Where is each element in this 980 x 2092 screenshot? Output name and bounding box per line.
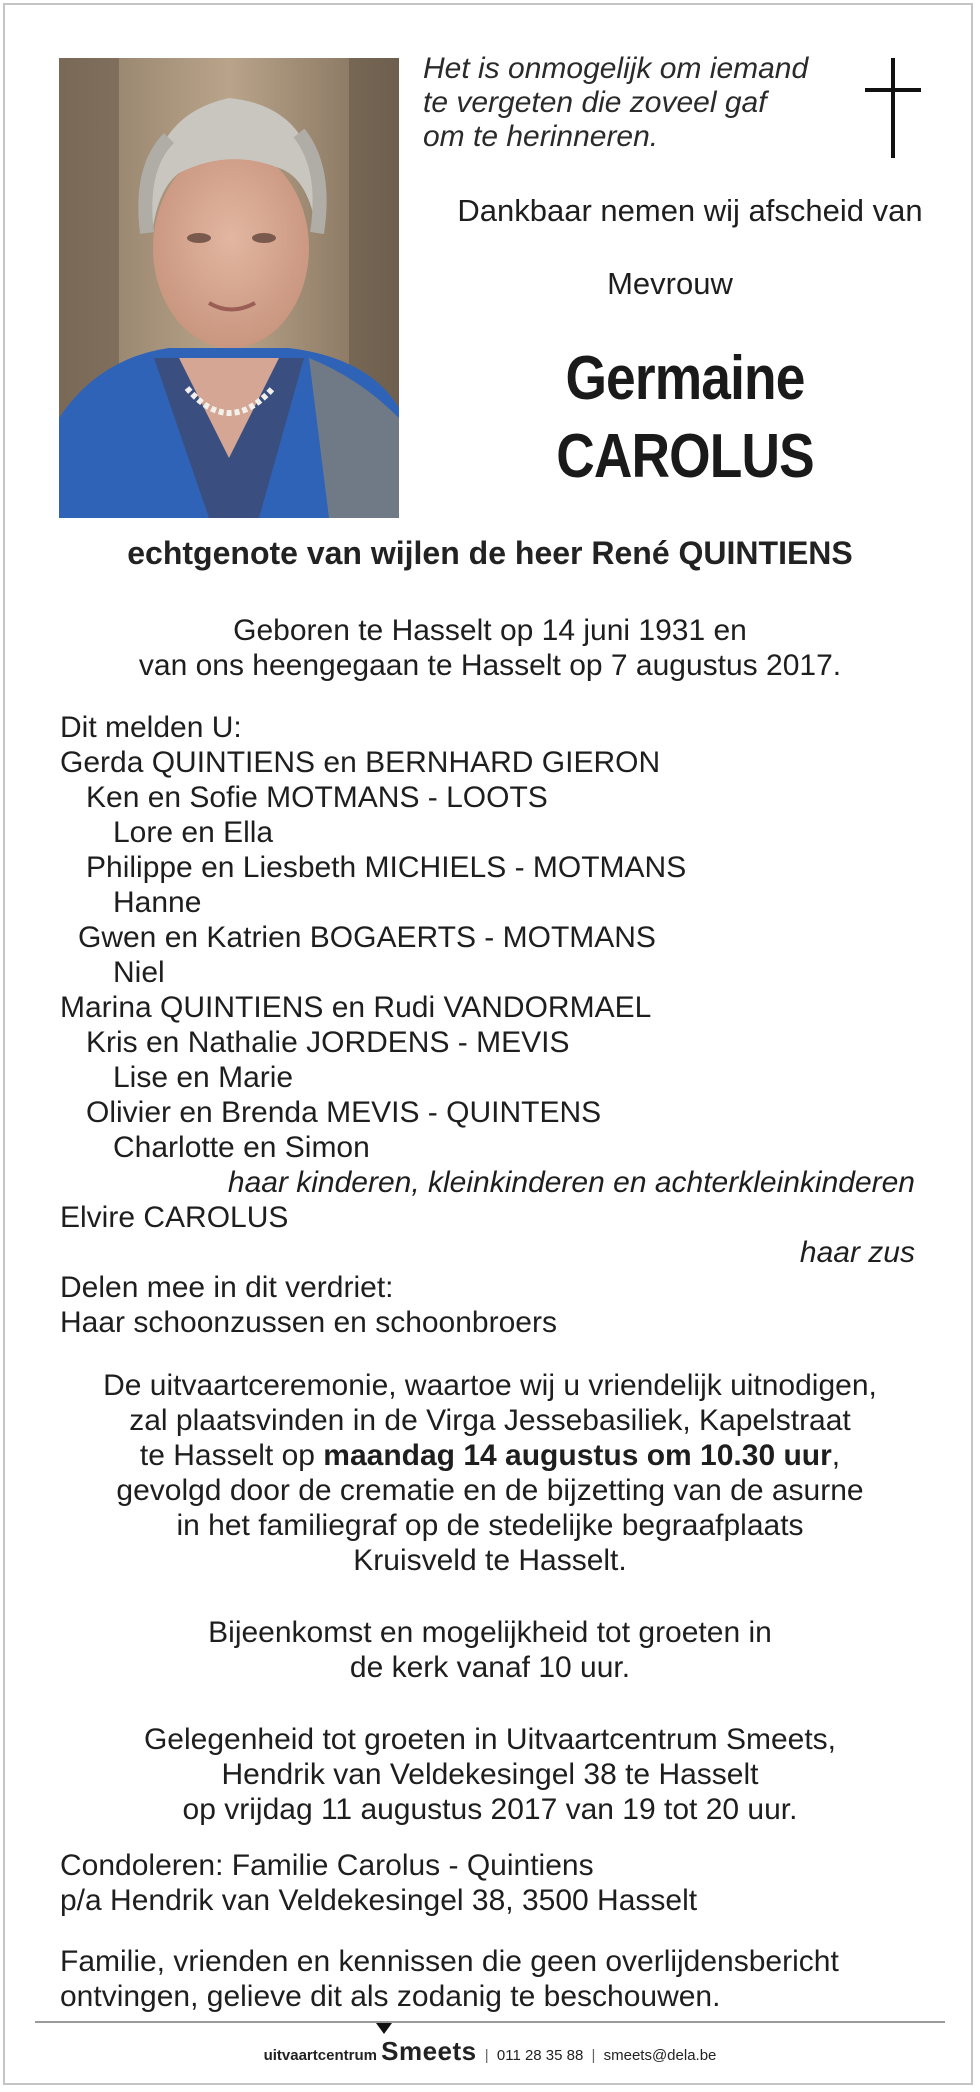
quote-line: Het is onmogelijk om iemand	[423, 52, 809, 85]
ceremony-text	[0, 1368, 980, 1578]
logo-triangle-icon	[376, 2023, 392, 2034]
honorific: Mevrouw	[607, 266, 733, 301]
brand-name: Smeets	[381, 2036, 477, 2066]
life-dates	[0, 613, 980, 683]
memorial-quote	[423, 52, 843, 154]
birth-line: Geboren te Hasselt op 14 juni 1931 en	[233, 614, 747, 647]
gathering-line: de kerk vanaf 10 uur.	[349, 1651, 631, 1684]
ceremony-line-prefix: te Hasselt op	[139, 1439, 324, 1472]
visitation-line: Hendrik van Veldekesingel 38 te Hasselt	[221, 1758, 759, 1791]
footer-separator: |	[484, 2047, 489, 2064]
gathering-line: Bijeenkomst en mogelijkheid tot groeten in	[208, 1616, 772, 1649]
ceremony-line	[0, 1438, 980, 1473]
intro-text: Dankbaar nemen wij afscheid van	[457, 193, 923, 228]
deceased-name	[440, 340, 930, 496]
phone-number: 011 28 35 88	[496, 2047, 584, 2064]
ceremony-line: De uitvaartceremonie, waartoe wij u vriendelijk uitnodigen,	[103, 1369, 877, 1402]
first-name: Germaine	[565, 344, 805, 413]
footer-divider	[35, 2021, 945, 2023]
visitation-line: Gelegenheid tot groeten in Uitvaartcentrum Smeets,	[143, 1723, 837, 1756]
condolences-text	[60, 1848, 920, 1918]
sister-caption: haar zus	[799, 1236, 915, 1269]
death-line: van ons heengegaan te Hasselt op 7 augustus 2017.	[138, 649, 842, 682]
ceremony-date: maandag 14 augustus om 10.30 uur	[323, 1439, 832, 1472]
portrait-photo	[59, 58, 399, 518]
condolences-address: p/a Hendrik van Veldekesingel 38, 3500 Hasselt	[60, 1884, 698, 1917]
family-line: Lise en Marie	[113, 1061, 294, 1094]
condolences-line: Condoleren: Familie Carolus - Quintiens	[60, 1849, 594, 1882]
family-line: Gerda QUINTIENS en BERNHARD GIERON	[60, 746, 661, 779]
spouse-line: echtgenote van wijlen de heer René QUINTIENS	[127, 535, 853, 571]
family-line: Hanne	[113, 886, 202, 919]
share-heading: Delen mee in dit verdriet:	[60, 1271, 394, 1304]
family-list	[60, 710, 920, 1340]
family-heading: Dit melden U:	[60, 711, 242, 744]
visitation-line: op vrijdag 11 augustus 2017 van 19 tot 20 uur.	[182, 1793, 798, 1826]
email-address: smeets@dela.be	[603, 2047, 717, 2064]
family-line: Marina QUINTIENS en Rudi VANDORMAEL	[60, 991, 652, 1024]
visitation-text	[0, 1722, 980, 1827]
closing-text	[60, 1944, 920, 2014]
closing-line: ontvingen, gelieve dit als zodanig te beschouwen.	[60, 1980, 721, 2013]
ceremony-line: gevolgd door de crematie en de bijzetting van de asurne	[116, 1474, 864, 1507]
family-line: Ken en Sofie MOTMANS - LOOTS	[86, 781, 548, 814]
ceremony-line: in het familiegraf op de stedelijke begraafplaats	[176, 1509, 804, 1542]
family-line: Charlotte en Simon	[113, 1131, 370, 1164]
family-line: Niel	[113, 956, 165, 989]
quote-line: om te herinneren.	[423, 120, 659, 153]
brand-prefix: uitvaartcentrum	[263, 2047, 377, 2064]
quote-line: te vergeten die zoveel gaf	[423, 86, 767, 119]
family-line: Kris en Nathalie JORDENS - MEVIS	[86, 1026, 570, 1059]
closing-line: Familie, vrienden en kennissen die geen overlijdensbericht	[60, 1945, 839, 1978]
ceremony-line-suffix: ,	[831, 1439, 841, 1472]
family-line: Olivier en Brenda MEVIS - QUINTENS	[86, 1096, 602, 1129]
ceremony-line: Kruisveld te Hasselt.	[353, 1544, 627, 1577]
sister-line: Elvire CAROLUS	[60, 1201, 289, 1234]
footer-separator: |	[591, 2047, 596, 2064]
share-line: Haar schoonzussen en schoonbroers	[60, 1306, 557, 1339]
family-line: Lore en Ella	[113, 816, 274, 849]
family-line: Gwen en Katrien BOGAERTS - MOTMANS	[78, 921, 656, 954]
ceremony-line: zal plaatsvinden in de Virga Jessebasiliek, Kapelstraat	[129, 1404, 851, 1437]
family-line: Philippe en Liesbeth MICHIELS - MOTMANS	[86, 851, 687, 884]
last-name: CAROLUS	[556, 422, 814, 491]
gathering-text	[0, 1615, 980, 1685]
children-caption: haar kinderen, kleinkinderen en achterkleinkinderen	[227, 1166, 915, 1199]
cross-icon	[865, 58, 921, 158]
footer-bar	[0, 2036, 980, 2067]
